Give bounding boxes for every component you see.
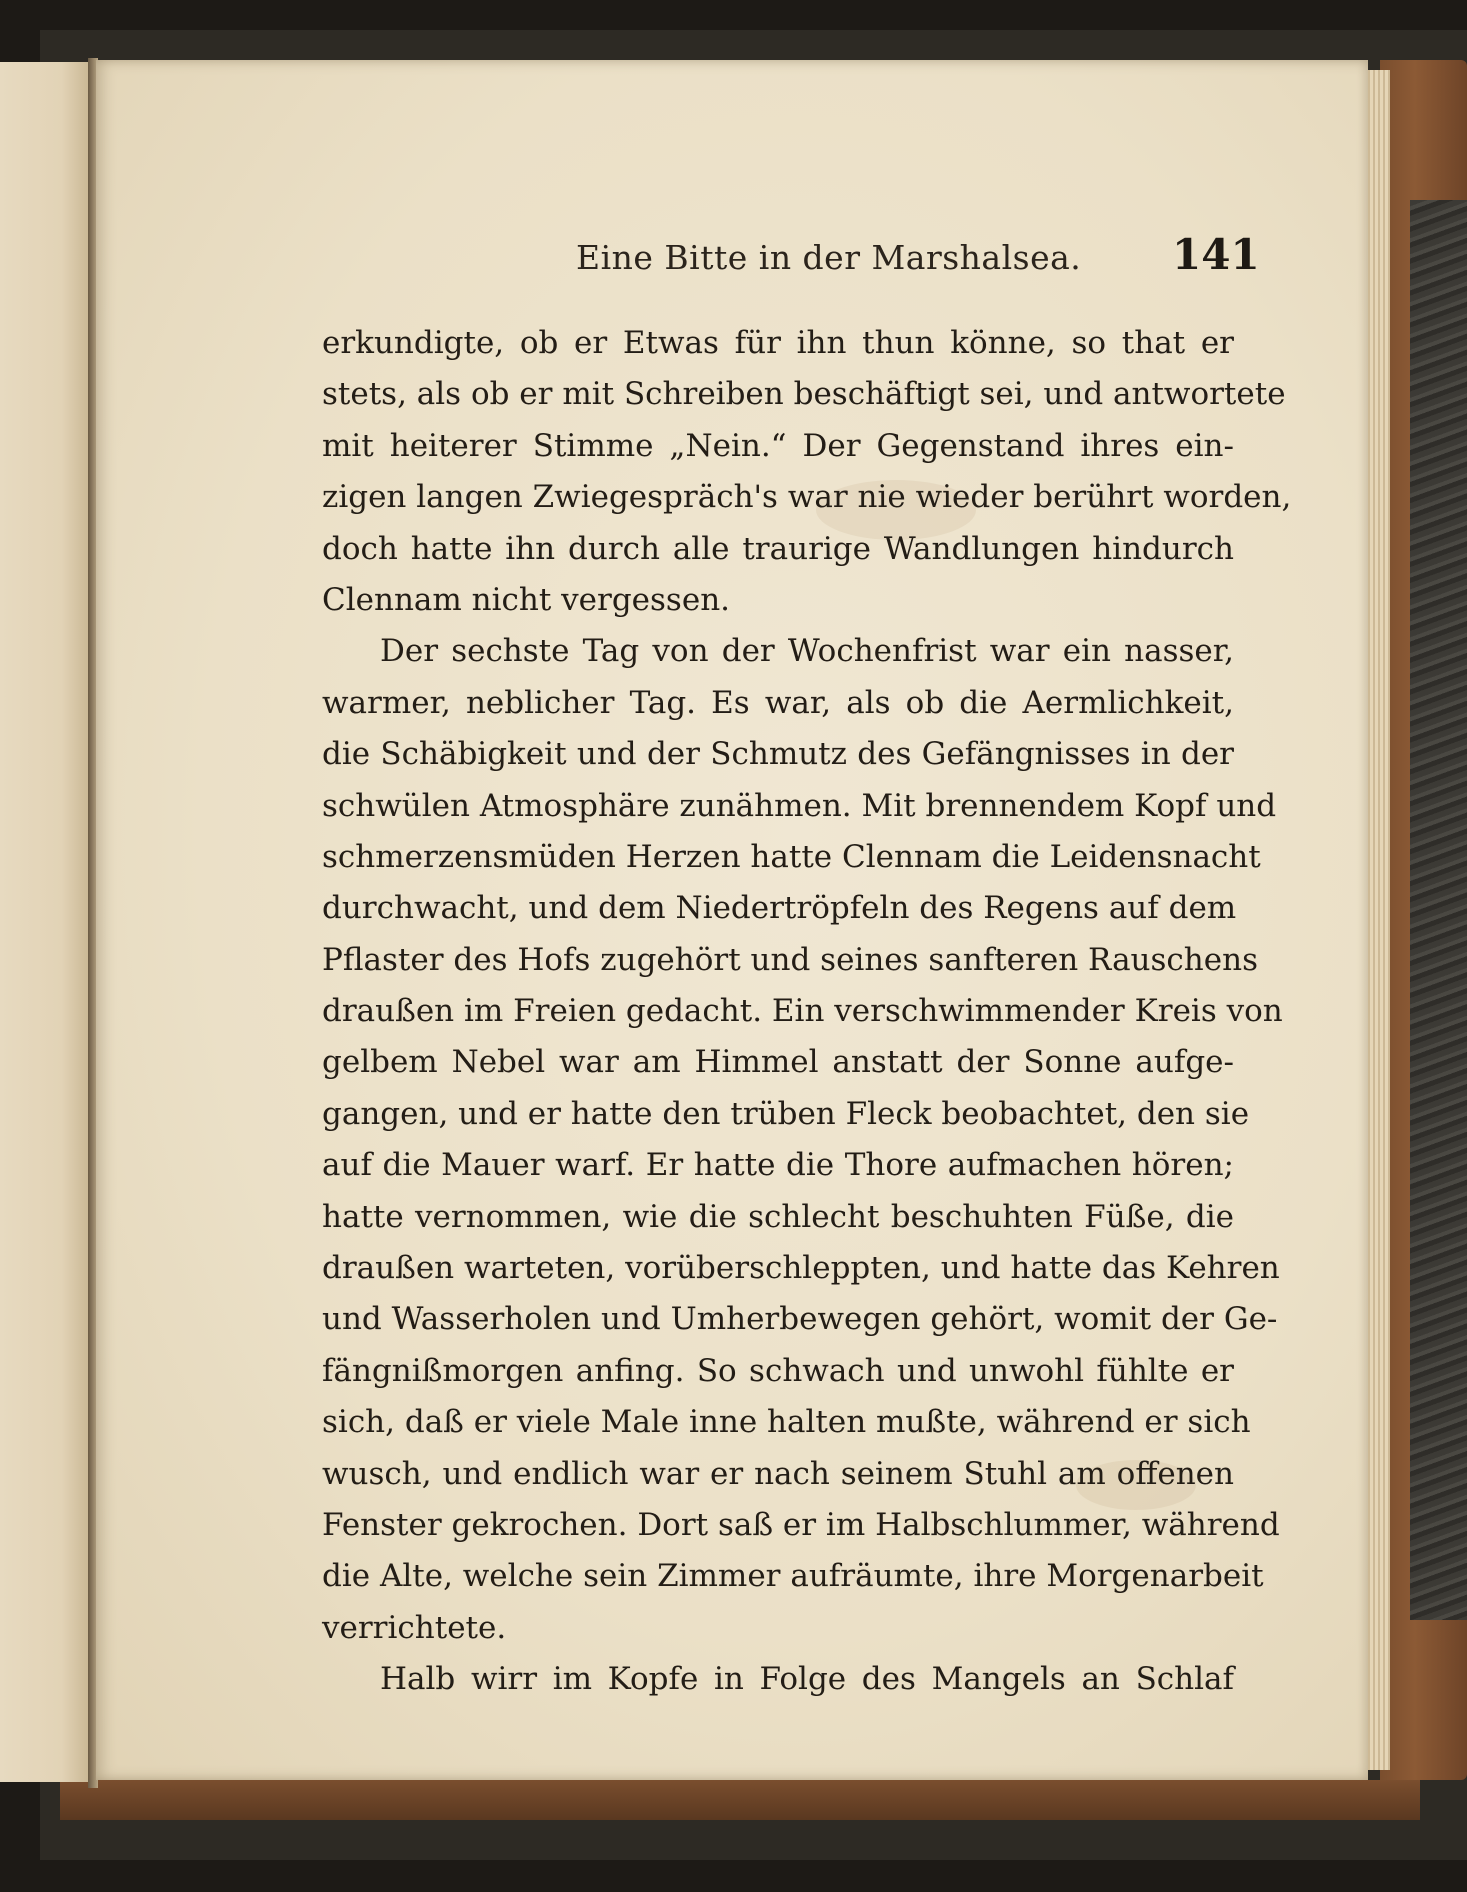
page-number: 141 [1172, 230, 1260, 279]
text-line: doch hatte ihn durch alle traurige Wandlungen hindurch [322, 530, 1234, 567]
text-line: mit heiterer Stimme „Nein.“ Der Gegenstand ihres ein- [322, 427, 1234, 464]
text-line: warmer, neblicher Tag. Es war, als ob die Aermlichkeit, [322, 684, 1234, 721]
text-line: gangen, und er hatte den trüben Fleck beobachtet, den sie [322, 1095, 1250, 1132]
text-line: Halb wirr im Kopfe in Folge des Mangels an Schlaf [380, 1661, 1234, 1698]
text-line: schmerzensmüden Herzen hatte Clennam die Leidensnacht [322, 838, 1261, 875]
text-line: draußen im Freien gedacht. Ein verschwimmender Kreis von [322, 993, 1283, 1030]
text-line: die Alte, welche sein Zimmer aufräumte, ihre Morgenarbeit [322, 1558, 1264, 1595]
page-header [96, 230, 1260, 290]
text-line: gelbem Nebel war am Himmel anstatt der Sonne aufge- [322, 1044, 1234, 1081]
text-line: sich, daß er viele Male inne halten mußte, während er sich [322, 1404, 1251, 1441]
text-line: hatte vernommen, wie die schlecht beschuhten Füße, die [322, 1198, 1234, 1235]
text-line: zigen langen Zwiegespräch's war nie wieder berührt worden, [322, 479, 1292, 516]
text-line: Fenster gekrochen. Dort saß er im Halbschlummer, während [322, 1506, 1280, 1543]
text-line: und Wasserholen und Umherbewegen gehört, womit der Ge- [322, 1301, 1278, 1338]
cover-marbled-board [1410, 200, 1467, 1620]
text-line: Der sechste Tag von der Wochenfrist war ein nasser, [380, 633, 1234, 670]
cover-bottom-edge [60, 1780, 1420, 1820]
body-text [322, 318, 1292, 1706]
right-page [96, 60, 1368, 1780]
text-line: wusch, und endlich war er nach seinem Stuhl am offenen [322, 1455, 1234, 1492]
text-line: fängnißmorgen anfing. So schwach und unwohl fühlte er [322, 1352, 1234, 1389]
text-line: draußen warteten, vorüberschleppten, und hatte das Kehren [322, 1250, 1280, 1287]
text-line: durchwacht, und dem Niedertröpfeln des Regens auf dem [322, 890, 1237, 927]
text-line: Pflaster des Hofs zugehört und seines sanfteren Rauschens [322, 941, 1258, 978]
text-line: auf die Mauer warf. Er hatte die Thore aufmachen hören; [322, 1147, 1234, 1184]
text-line: erkundigte, ob er Etwas für ihn thun könne, so that er [322, 325, 1234, 361]
text-line: verrichtete. [322, 1609, 507, 1646]
text-line: schwülen Atmosphäre zunähmen. Mit brennendem Kopf und [322, 787, 1277, 824]
text-line: stets, als ob er mit Schreiben beschäftigt sei, und antwortete [322, 376, 1286, 413]
left-page-strip [0, 62, 88, 1782]
text-line: Clennam nicht vergessen. [322, 581, 731, 618]
running-title: Eine Bitte in der Marshalsea. [576, 238, 1082, 277]
text-line: die Schäbigkeit und der Schmutz des Gefängnisses in der [322, 736, 1234, 773]
